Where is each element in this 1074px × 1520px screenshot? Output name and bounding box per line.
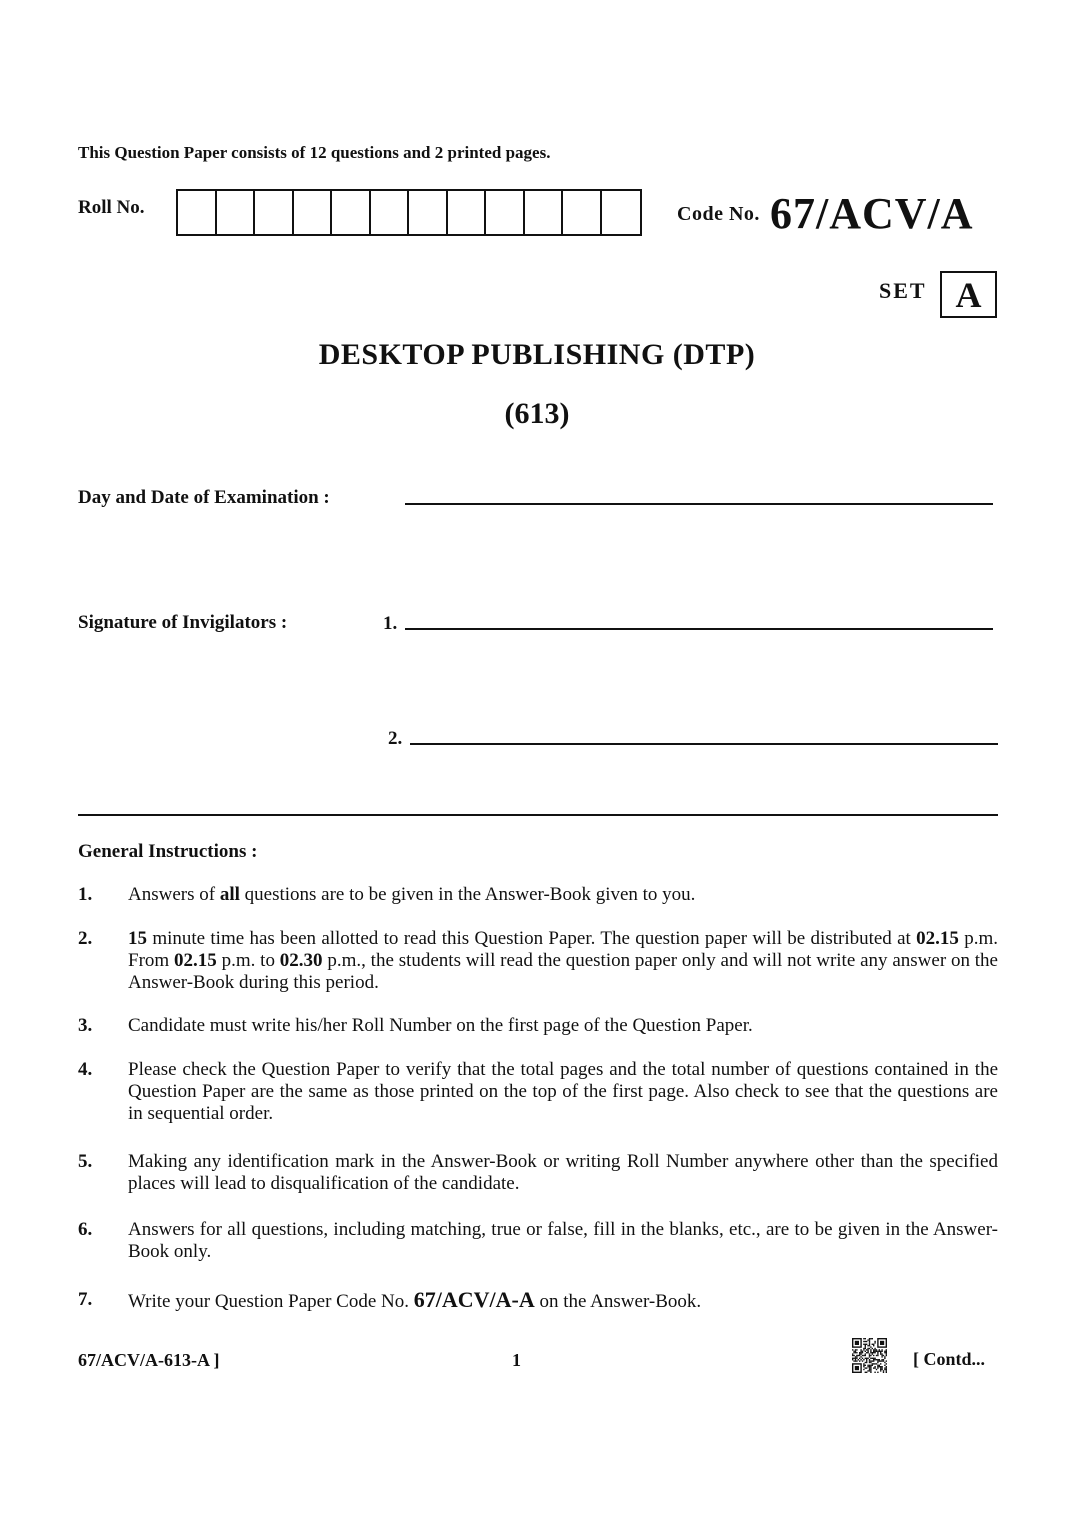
roll-number-box[interactable] [178, 191, 217, 234]
roll-number-box[interactable] [486, 191, 525, 234]
instruction-text: Write your Question Paper Code No. 67/ACV/A-A on the Answer-Book. [128, 1287, 702, 1312]
instruction-item [78, 1289, 998, 1313]
set-label: SET [879, 278, 927, 303]
instruction-text: Candidate must write his/her Roll Number on the first page of the Question Paper. [128, 1015, 753, 1036]
instruction-number: 2. [78, 928, 93, 949]
instruction-text: Answers for all questions, including matching, true or false, fill in the blanks, etc., are to be given in the Answer-Book only. [128, 1219, 998, 1262]
roll-number-box[interactable] [409, 191, 448, 234]
roll-number-box[interactable] [255, 191, 294, 234]
subject-title: DESKTOP PUBLISHING (DTP) [318, 338, 756, 371]
roll-number-box[interactable] [525, 191, 564, 234]
roll-number-box[interactable] [602, 191, 641, 234]
instruction-item [78, 1059, 998, 1125]
roll-number-box[interactable] [371, 191, 410, 234]
roll-number-box[interactable] [217, 191, 256, 234]
code-value: 67/ACV/A [770, 189, 974, 238]
continued-label: [ Contd... [913, 1349, 986, 1369]
roll-number-box[interactable] [448, 191, 487, 234]
instruction-item [78, 884, 998, 906]
invigilator-signature-label: Signature of Invigilators : [78, 612, 288, 633]
qr-code-icon [852, 1338, 887, 1373]
paper-info: This Question Paper consists of 12 questions and 2 printed pages. [78, 143, 551, 162]
signature-line-2[interactable] [410, 743, 998, 745]
instruction-text: Answers of all questions are to be given in the Answer-Book given to you. [128, 884, 696, 905]
instruction-item [78, 1151, 998, 1195]
instruction-item [78, 928, 998, 994]
roll-number-label: Roll No. [78, 197, 145, 218]
instruction-text: 15 minute time has been allotted to read this Question Paper. The question paper will be distributed at 02.15 p.m. From 02.15 p.m. to 02.30 p.m., the students will read the question paper only and will not write any answer on the Answer-Book during this period. [128, 928, 999, 993]
instructions-heading: General Instructions : [78, 841, 258, 862]
instruction-number: 5. [78, 1151, 93, 1172]
instruction-number: 4. [78, 1059, 93, 1080]
exam-date-label: Day and Date of Examination : [78, 487, 330, 508]
signature-number-1: 1. [383, 613, 398, 634]
roll-number-box[interactable] [563, 191, 602, 234]
signature-line-1[interactable] [405, 628, 993, 630]
subject-code: (613) [504, 397, 570, 430]
exam-date-line[interactable] [405, 503, 993, 505]
instruction-number: 1. [78, 884, 93, 905]
code-label: Code No. [677, 203, 760, 225]
page-number: 1 [512, 1350, 521, 1370]
roll-number-boxes[interactable] [176, 189, 642, 236]
instruction-item [78, 1015, 998, 1037]
instruction-number: 3. [78, 1015, 93, 1036]
footer-code: 67/ACV/A-613-A ] [78, 1350, 220, 1370]
roll-number-box[interactable] [294, 191, 333, 234]
set-value-box: A [940, 271, 997, 318]
instruction-text: Making any identification mark in the Answer-Book or writing Roll Number anywhere other than the specified places will lead to disqualification of the candidate. [128, 1151, 998, 1194]
roll-number-box[interactable] [332, 191, 371, 234]
section-divider [78, 814, 998, 816]
instruction-number: 7. [78, 1289, 93, 1310]
signature-number-2: 2. [388, 728, 403, 749]
instruction-number: 6. [78, 1219, 93, 1240]
instruction-text: Please check the Question Paper to verify that the total pages and the total number of questions contained in the Question Paper are the same as those printed on the top of the first page. Also check to see that the questions are in sequential order. [128, 1059, 998, 1124]
instruction-item [78, 1219, 998, 1263]
